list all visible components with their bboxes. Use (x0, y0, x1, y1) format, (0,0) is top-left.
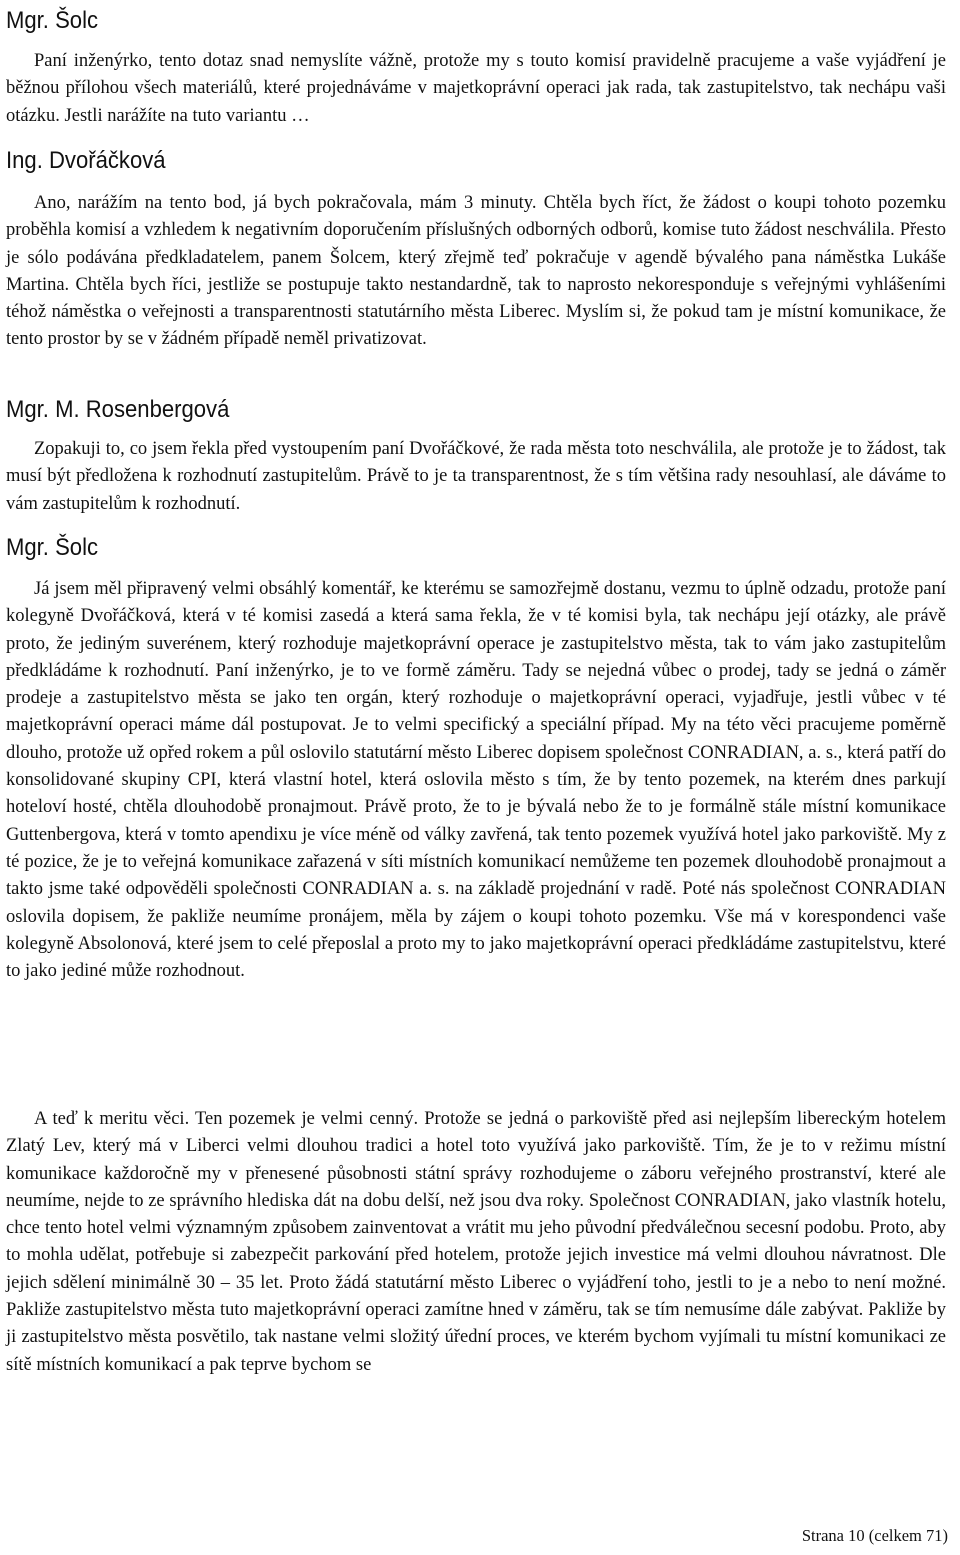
speaker-heading: Mgr. M. Rosenbergová (6, 396, 230, 423)
speech-paragraph: A teď k meritu věci. Ten pozemek je velmi cenný. Protože se jedná o parkoviště před asi nejlepším libereckým hotelem Zlatý Lev, který má v Liberci velmi dlouhou tradici a hotel toto využívá jako parkoviště. Tím, že je to v režimu místní komunikace každoročně my v přenesené působnosti státní správy rozhodujeme o záboru veřejného prostranství, které ale neumíme, nejde to ze správního hlediska dát na dobu delší, než jsou dva roky. Společnost CONRADIAN, jako vlastník hotelu, chce tento hotel velmi významným způsobem zainventovat a vrátit mu jeho původní předválečnou secesní podobu. Proto, aby to mohla udělat, potřebuje si zabezpečit parkování před hotelem, protože jejich investice má velmi dlouhou návratnost. Dle jejich sdělení minimálně 30 – 35 let. Proto žádá statutární město Liberec o vyjádření toho, jestli to je a nebo to není možné. Pakliže zastupitelstvo města tuto majetkoprávní operaci zamítne hned v záměru, tak se tím nemusíme dále zabývat. Pakliže by ji zastupitelstvo města posvětilo, tak nastane velmi složitý úřední proces, ve kterém bychom vyjímali tu místní komunikaci ze sítě místních komunikací a pak teprve bychom se (6, 1109, 946, 1375)
page-footer: Strana 10 (celkem 71) (801, 1526, 948, 1545)
speaker-heading: Mgr. Šolc (6, 7, 99, 34)
speaker-heading: Mgr. Šolc (6, 534, 99, 561)
speech-paragraph: Já jsem měl připravený velmi obsáhlý komentář, ke kterému se samozřejmě dostanu, vezmu to úplně odzadu, protože paní kolegyně Dvořáčková, která v té komisi zasedá a která sama řekla, že v té komisi byla, tak nechápu její otázky, ale právě proto, že jediným suverénem, který rozhoduje majetkoprávní operace je zastupitelstvo města, tak to vám jako zastupitelům předkládáme k rozhodnutí. Paní inženýrko, je to ve formě záměru. Tady se nejedná vůbec o prodej, tady se jedná o záměr prodeje a zastupitelstvo města se jako ten orgán, který rozhoduje o majetkoprávní operaci, vyjadřuje, jestli vůbec v té majetkoprávní operaci máme dál postupovat. Je to velmi specifický a speciální případ. My na této věci pracujeme poměrně dlouho, protože už opřed rokem a půl oslovilo statutární město Liberec dopisem společnost CONRADIAN, a. s., která patří do konsolidované skupiny CPI, která vlastní hotel, která oslovila město s tím, že by tento pozemek, na kterém dnes parkují hoteloví hosté, chtěla dlouhodobě pronajmout. Právě proto, že to je bývalá nebo že to je formálně stále místní komunikace Guttenbergova, která v tomto apendixu je více méně od války zavřená, tak tento pozemek využívá hotel jako parkoviště. My z té pozice, že je to veřejná komunikace zařazená v síti místních komunikací nemůžeme ten pozemek dlouhodobě pronajmout a takto jsme také odpověděli společnosti CONRADIAN a. s. na základě projednání v radě. Poté nás společnost CONRADIAN oslovila dopisem, že pakliže neumíme pronájem, měla by zájem o koupi tohoto pozemku. Vše má v korespondenci vaše kolegyně Absolonová, které jsem to celé přeposlal a proto my to jako majetkoprávní operaci předkládáme zastupitelstvu, které to jako jediné může rozhodnout. (6, 579, 946, 982)
speech-paragraph: Paní inženýrko, tento dotaz snad nemyslíte vážně, protože my s touto komisí pravidelně pracujeme a vaše vyjádření je běžnou přílohou všech materiálů, které projednáváme v majetkoprávní operaci jak rada, tak zastupitelstvo, tak nechápu vaši otázku. Jestli narážíte na tuto variantu … (6, 51, 946, 126)
speech-paragraph: Ano, narážím na tento bod, já bych pokračovala, mám 3 minuty. Chtěla bych říct, že žádost o koupi tohoto pozemku proběhla komisí a vzhledem k negativním doporučením příslušných odborných odborů, komise tuto žádost neschválila. Přesto je sólo podávána předkladatelem, panem Šolcem, který zřejmě teď pokračuje v agendě bývalého pana náměstka Lukáše Martina. Chtěla bych říci, jestliže se postupuje takto nestandardně, tak to naprosto nekoresponduje s veřejnými vyhlášeními téhož náměstka o veřejnosti a transparentnosti statutárního města Liberec. Myslím si, že pokud tam je místní komunikace, že tento prostor by se v žádném případě neměl privatizovat. (6, 193, 946, 350)
speaker-heading: Ing. Dvořáčková (6, 147, 166, 174)
speech-paragraph: Zopakuji to, co jsem řekla před vystoupením paní Dvořáčkové, že rada města toto neschválila, ale protože je to žádost, tak musí být předložena k rozhodnutí zastupitelům. Právě to je ta transparentnost, že s tím většina rady nesouhlasí, ale dáváme to vám zastupitelům k rozhodnutí. (6, 439, 946, 514)
